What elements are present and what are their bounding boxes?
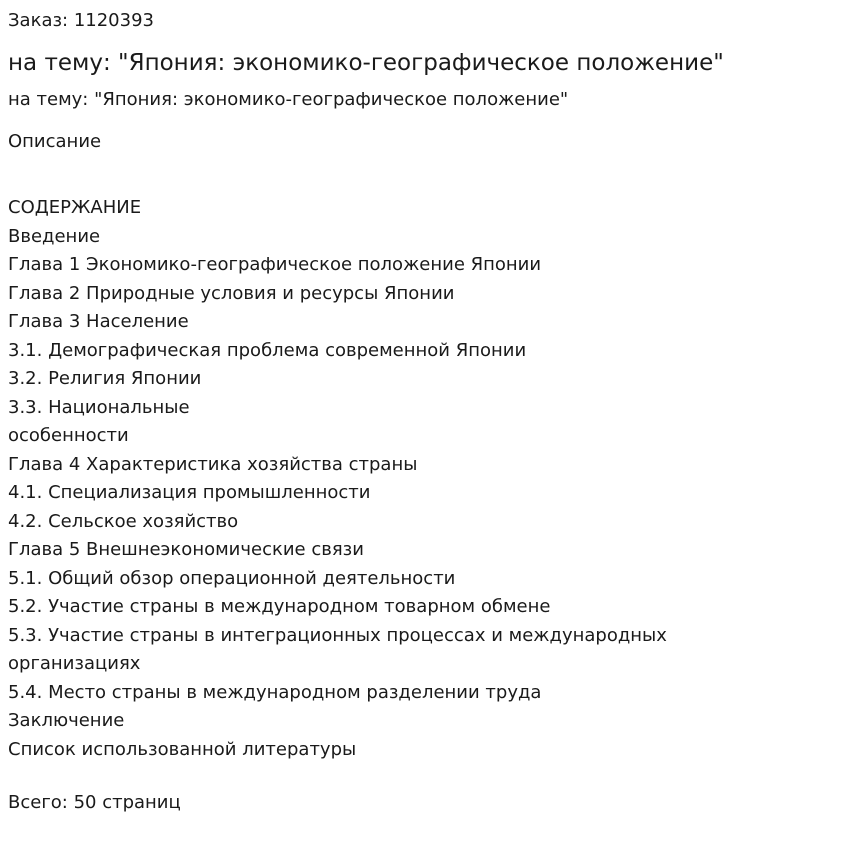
toc-item: особенности <box>8 425 129 446</box>
toc-item: Введение <box>8 225 101 247</box>
toc-item: Глава 4 Характеристика хозяйства страны <box>8 453 418 475</box>
table-of-contents <box>8 194 828 764</box>
toc-item: 3.2. Религия Японии <box>8 368 202 389</box>
toc-item: Список использованной литературы <box>8 738 357 760</box>
toc-heading: СОДЕРЖАНИЕ <box>8 197 142 218</box>
toc-item: 5.4. Место страны в международном разделении труда <box>8 681 542 703</box>
toc-item: 3.3. Национальные <box>8 396 190 418</box>
toc-item: 5.3. Участие страны в интеграционных процессах и международных <box>8 624 667 646</box>
page-title: на тему: "Япония: экономико-географическое положение" <box>8 50 724 76</box>
total-pages: Всего: 50 страниц <box>8 792 181 813</box>
page-subtitle: на тему: "Япония: экономико-географическое положение" <box>8 89 569 110</box>
toc-item: 5.2. Участие страны в международном товарном обмене <box>8 596 551 617</box>
toc-item: Глава 3 Население <box>8 311 189 332</box>
toc-item: 3.1. Демографическая проблема современной Японии <box>8 339 527 361</box>
toc-item: 4.1. Специализация промышленности <box>8 482 371 503</box>
toc-item: Глава 5 Внешнеэкономические связи <box>8 539 364 560</box>
toc-item: Глава 1 Экономико-географическое положение Японии <box>8 254 542 275</box>
toc-item: Заключение <box>8 710 125 731</box>
description-heading: Описание <box>8 131 102 152</box>
toc-item: Глава 2 Природные условия и ресурсы Японии <box>8 282 455 304</box>
order-number: Заказ: 1120393 <box>8 10 154 31</box>
toc-item: 4.2. Сельское хозяйство <box>8 510 239 532</box>
toc-item: организациях <box>8 653 141 674</box>
toc-item: 5.1. Общий обзор операционной деятельности <box>8 567 456 589</box>
